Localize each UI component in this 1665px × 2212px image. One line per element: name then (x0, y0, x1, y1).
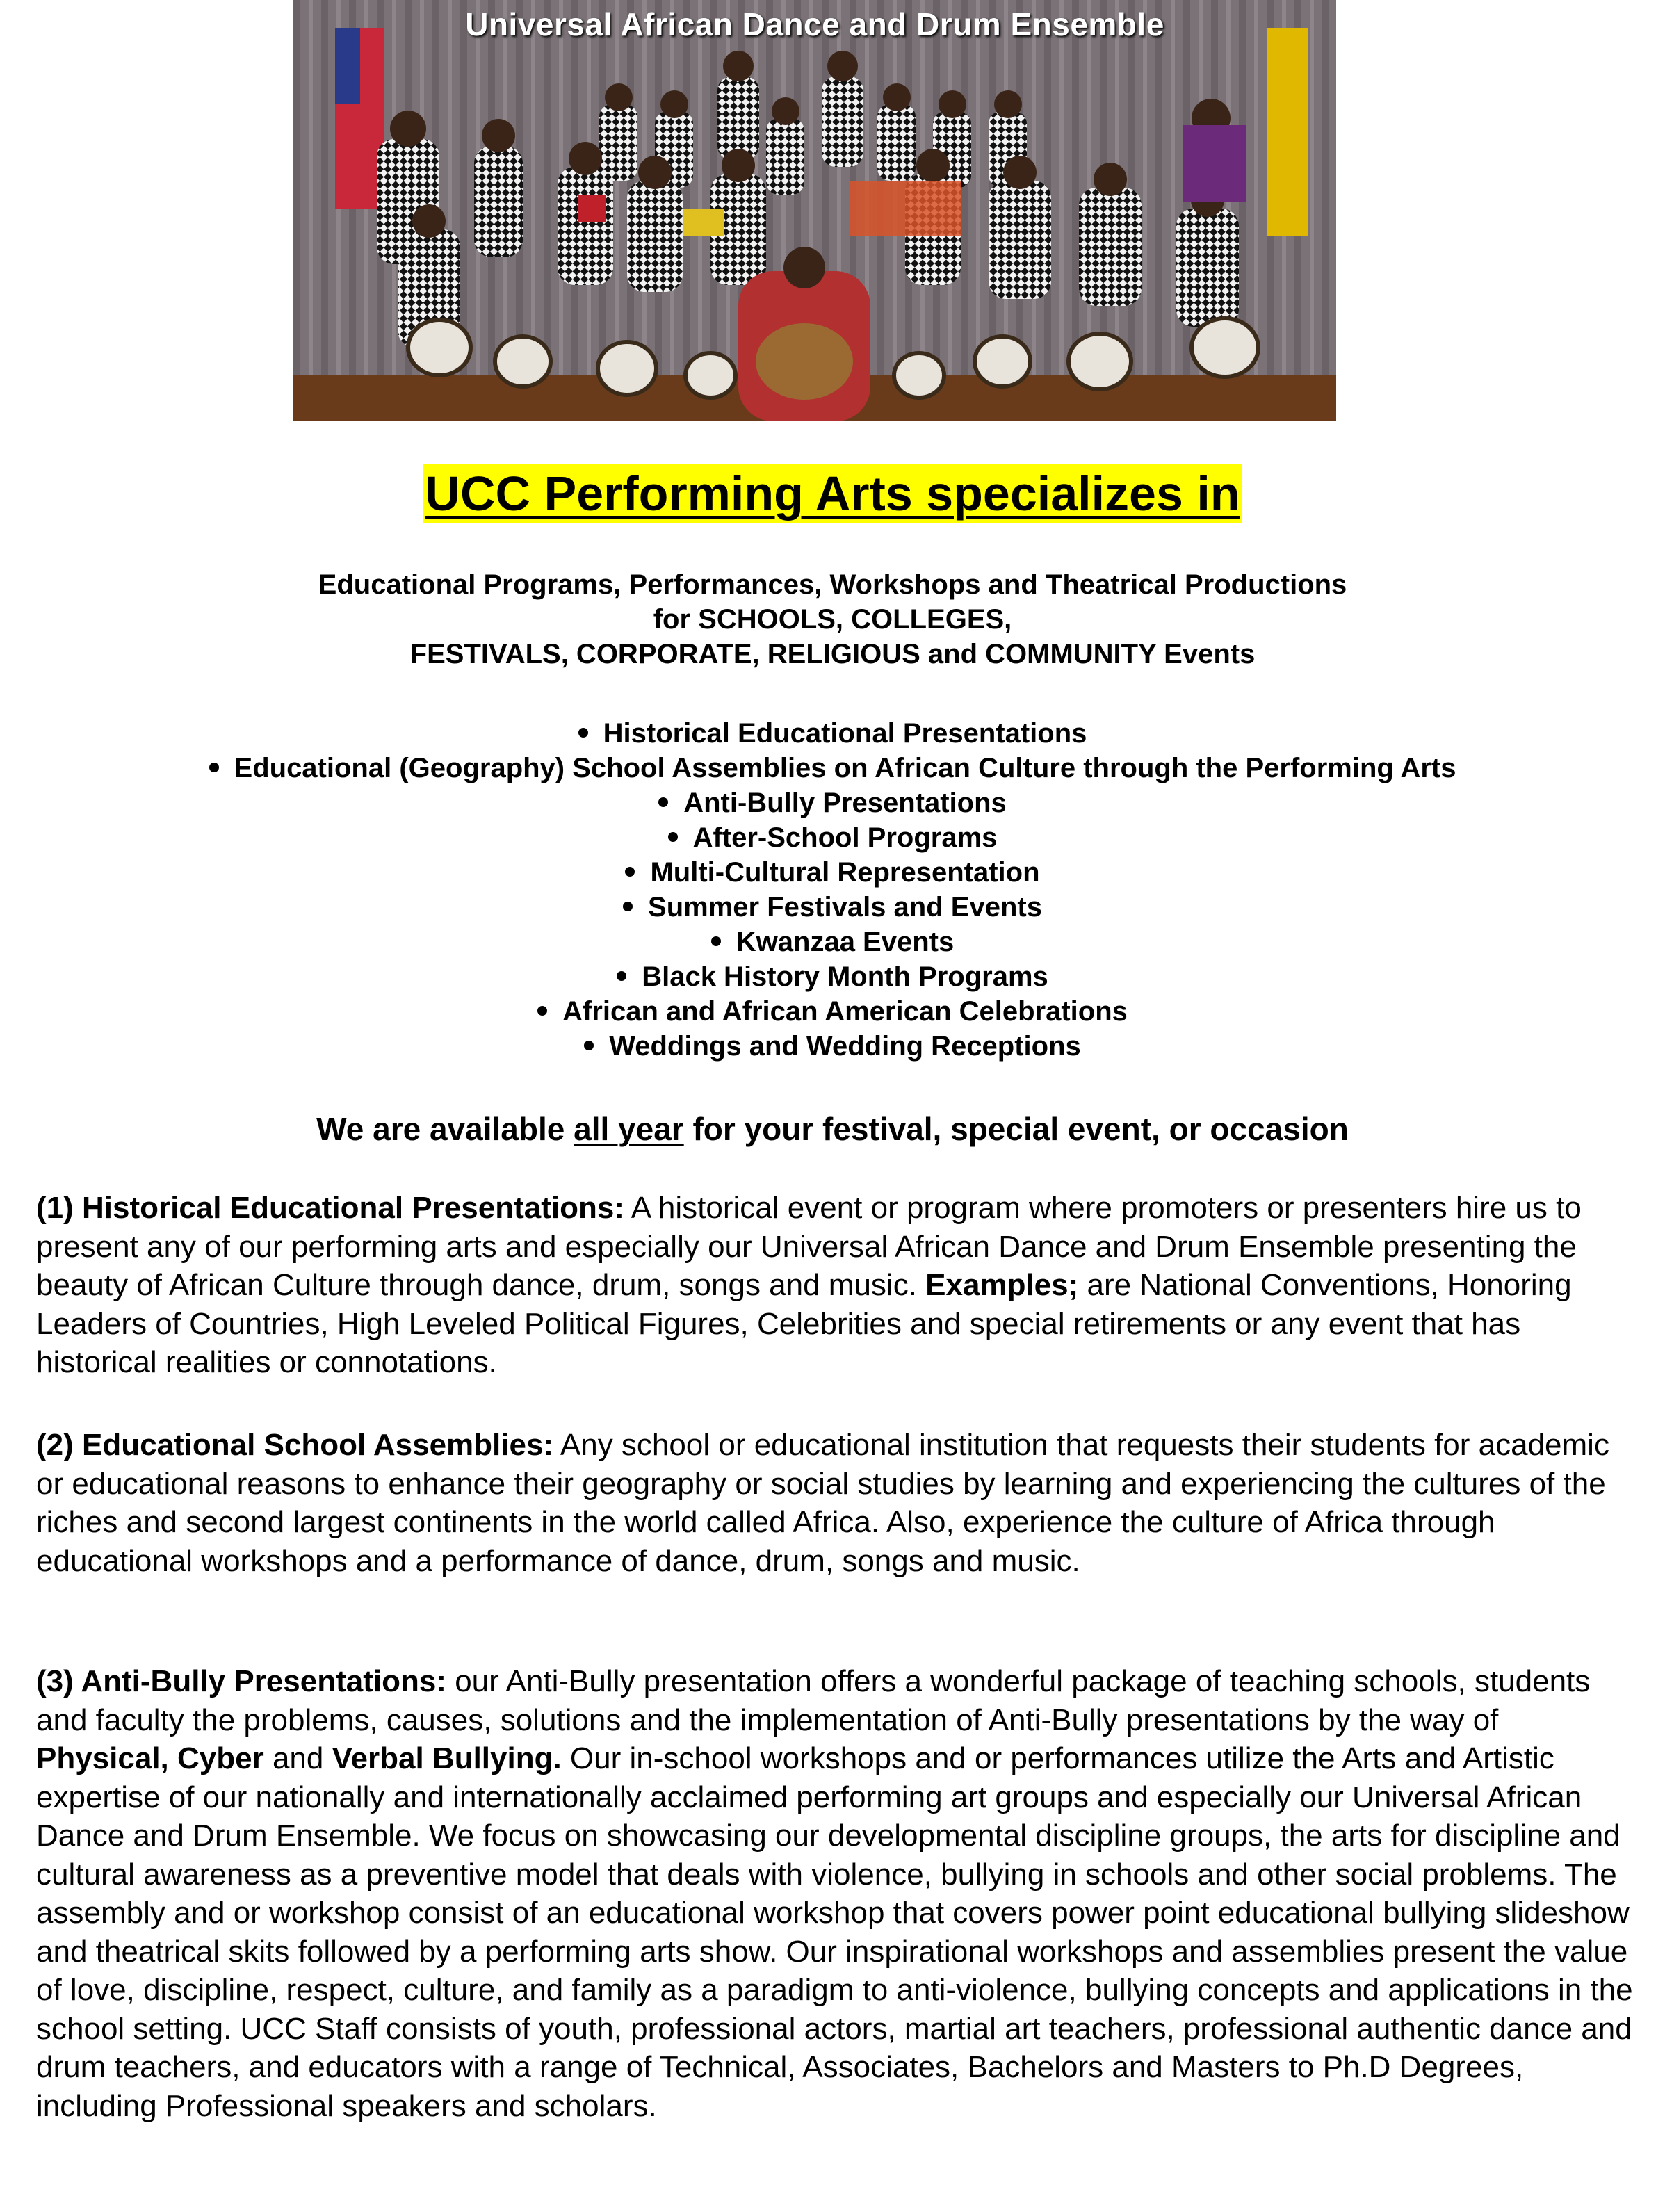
page-title-wrap (0, 464, 1665, 523)
bullying-types-1: Physical, Cyber (36, 1741, 264, 1775)
bullet-item: Multi-Cultural Representation (0, 855, 1665, 890)
bullet-icon (584, 1041, 594, 1050)
section-paragraph: (1) Historical Educational Presentations: A historical event or program where promoters or presenters hire us to present any of our performing arts and especially our Universal African Dance and Drum Ensemble presenting the beauty of African Culture through dance, drum, songs and music. Examples; are National Conventions, Honoring Leaders of Countries, High Leveled Political Figures, Celebrities and special retirements or any event that has historical realities or connotations. (36, 1191, 1582, 1379)
section-historical-presentations (36, 1189, 1635, 1382)
intro-block (0, 567, 1665, 672)
bullet-item: Weddings and Wedding Receptions (0, 1029, 1665, 1064)
bullet-item: After-School Programs (0, 820, 1665, 855)
photo-caption: Universal African Dance and Drum Ensemble (465, 6, 1164, 42)
availability-emphasis: all year (574, 1111, 684, 1147)
bullet-icon (625, 867, 635, 877)
section-paragraph: (3) Anti-Bully Presentations: our Anti-Bully presentation offers a wonderful package of teaching schools, students and faculty the problems, causes, solutions and the implementation of Anti-Bully presentations by the way of Physical, Cyber and Verbal Bullying. Our in-school workshops and or performances utilize the Arts and Artistic expertise of our nationally and internationally acclaimed performing art groups and especially our Universal African Dance and Drum Ensemble. We focus on showcasing our developmental discipline groups, the arts for discipline and cultural awareness as a preventive model that deals with violence, bullying in schools and other social problems. The assembly and or workshop consist of an educational workshop that covers power point educational bullying slideshow and theatrical skits followed by a performing arts show. Our inspirational workshops and assemblies present the value of love, discipline, respect, culture, and family as a paradigm to anti-violence, bullying concepts and applications in the school setting. UCC Staff consists of youth, professional actors, martial art teachers, professional authentic dance and drum teachers, and educators with a range of Technical, Associates, Bachelors and Masters to Ph.D Degrees, including Professional speakers and scholars. (36, 1664, 1633, 2123)
bullet-icon (668, 832, 678, 842)
examples-label: Examples; (925, 1268, 1079, 1302)
section-school-assemblies (36, 1426, 1635, 1580)
bullying-types-2: Verbal Bullying. (332, 1741, 562, 1775)
bullet-item: Summer Festivals and Events (0, 890, 1665, 925)
ensemble-group-photo (293, 0, 1336, 421)
services-bullet-list (0, 716, 1665, 1064)
intro-line-3: FESTIVALS, CORPORATE, RELIGIOUS and COMMUNITY Events (409, 639, 1256, 669)
bullet-item: Educational (Geography) School Assemblies on African Culture through the Performing Arts (0, 751, 1665, 786)
section-anti-bully-presentations (36, 1662, 1635, 2125)
intro-line-1: Educational Programs, Performances, Workshops and Theatrical Productions (318, 569, 1347, 600)
bullet-icon (623, 902, 633, 911)
bullet-icon (617, 971, 626, 981)
bullet-item: Kwanzaa Events (0, 925, 1665, 959)
bullet-item: Black History Month Programs (0, 959, 1665, 994)
bullet-icon (658, 797, 668, 807)
availability-statement: We are available all year for your festival, special event, or occasion (316, 1111, 1349, 1147)
bullet-icon (537, 1006, 547, 1016)
bullet-item: Anti-Bully Presentations (0, 786, 1665, 820)
bullet-icon (578, 728, 588, 738)
photo-scene (293, 0, 1336, 421)
bullet-item: African and African American Celebrations (0, 994, 1665, 1029)
bullet-icon (209, 763, 219, 772)
section-title: (2) Educational School Assemblies: (36, 1428, 554, 1462)
bullet-item: Historical Educational Presentations (0, 716, 1665, 751)
bullet-icon (711, 936, 721, 946)
page-title: UCC Performing Arts specializes in (423, 464, 1241, 523)
intro-line-2: for SCHOOLS, COLLEGES, (653, 604, 1012, 635)
section-paragraph: (2) Educational School Assemblies: Any school or educational institution that requests their students for academic or educational reasons to enhance their geography or social studies by learning and experiencing the cultures of the riches and second largest continents in the world called Africa. Also, experience the culture of Africa through educational workshops and a performance of dance, drum, songs and music. (36, 1428, 1609, 1578)
section-title: (1) Historical Educational Presentations: (36, 1191, 624, 1225)
section-title: (3) Anti-Bully Presentations: (36, 1664, 446, 1698)
